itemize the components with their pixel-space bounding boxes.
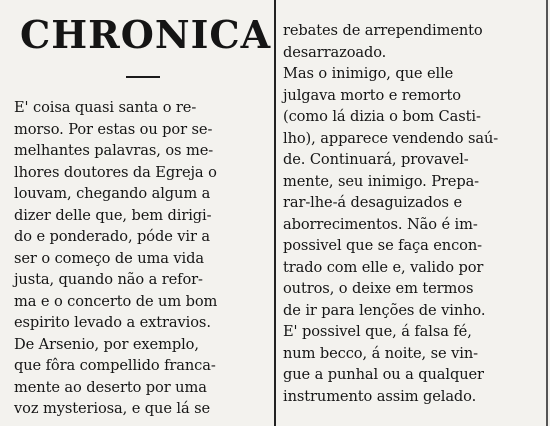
text-line: justa, quando não a refor- — [14, 271, 203, 288]
text-line: instrumento assim gelado. — [283, 387, 477, 405]
text-line: do e ponderado, póde vir a — [14, 228, 211, 245]
text-line: rar-lhe-á desaguizados e — [283, 194, 463, 211]
text-line: desarrazoado. — [283, 43, 387, 61]
text-line: mente ao deserto por uma — [14, 378, 207, 396]
text-line: dizer delle que, bem dirigi- — [14, 206, 212, 224]
text-line: ma e o concerto de um bom — [14, 292, 218, 310]
text-line: E' possivel que, á falsa fé, — [283, 323, 472, 340]
text-line: gue a punhal ou a qualquer — [283, 366, 484, 383]
text-line: melhantes palavras, os me- — [14, 142, 214, 159]
text-line: Mas o inimigo, que elle — [283, 65, 454, 82]
text-line: espirito levado a extravios. — [14, 314, 211, 331]
text-line: voz mysteriosa, e que lá se — [14, 400, 211, 417]
text-line: de. Continuará, provavel- — [283, 151, 469, 168]
text-line: louvam, chegando algum a — [14, 185, 211, 202]
text-line: outros, o deixe em termos — [283, 280, 474, 297]
text-line: morso. Por estas ou por se- — [14, 120, 213, 138]
right-column-text — [283, 20, 543, 407]
left-column-text — [14, 97, 269, 420]
text-line: rebates de arrependimento — [283, 22, 483, 39]
right-column — [283, 0, 543, 407]
text-line: lho), apparece vendendo saú- — [283, 129, 499, 147]
text-line: possivel que se faça encon- — [283, 237, 482, 254]
text-line: julgava morto e remorto — [283, 86, 461, 104]
text-line: num becco, á noite, se vin- — [283, 344, 478, 362]
text-line: (como lá dizia o bom Casti- — [283, 108, 481, 125]
text-line: mente, seu inimigo. Prepa- — [283, 172, 480, 190]
text-line: trado com elle e, valido por — [283, 258, 484, 276]
text-line: que fôra compellido franca- — [14, 357, 216, 374]
right-edge-rule — [546, 0, 548, 426]
article-title: CHRONICA — [20, 12, 272, 57]
text-line: De Arsenio, por exemplo, — [14, 335, 199, 353]
title-separator — [126, 76, 160, 78]
left-column — [14, 0, 272, 420]
text-line: aborrecimentos. Não é im- — [283, 215, 478, 233]
text-line: de ir para lenções de vinho. — [283, 301, 486, 319]
text-line: lhores doutores da Egreja o — [14, 163, 217, 181]
column-divider — [274, 0, 276, 426]
text-line: E' coisa quasi santa o re- — [14, 99, 197, 116]
text-line: ser o começo de uma vida — [14, 249, 204, 267]
